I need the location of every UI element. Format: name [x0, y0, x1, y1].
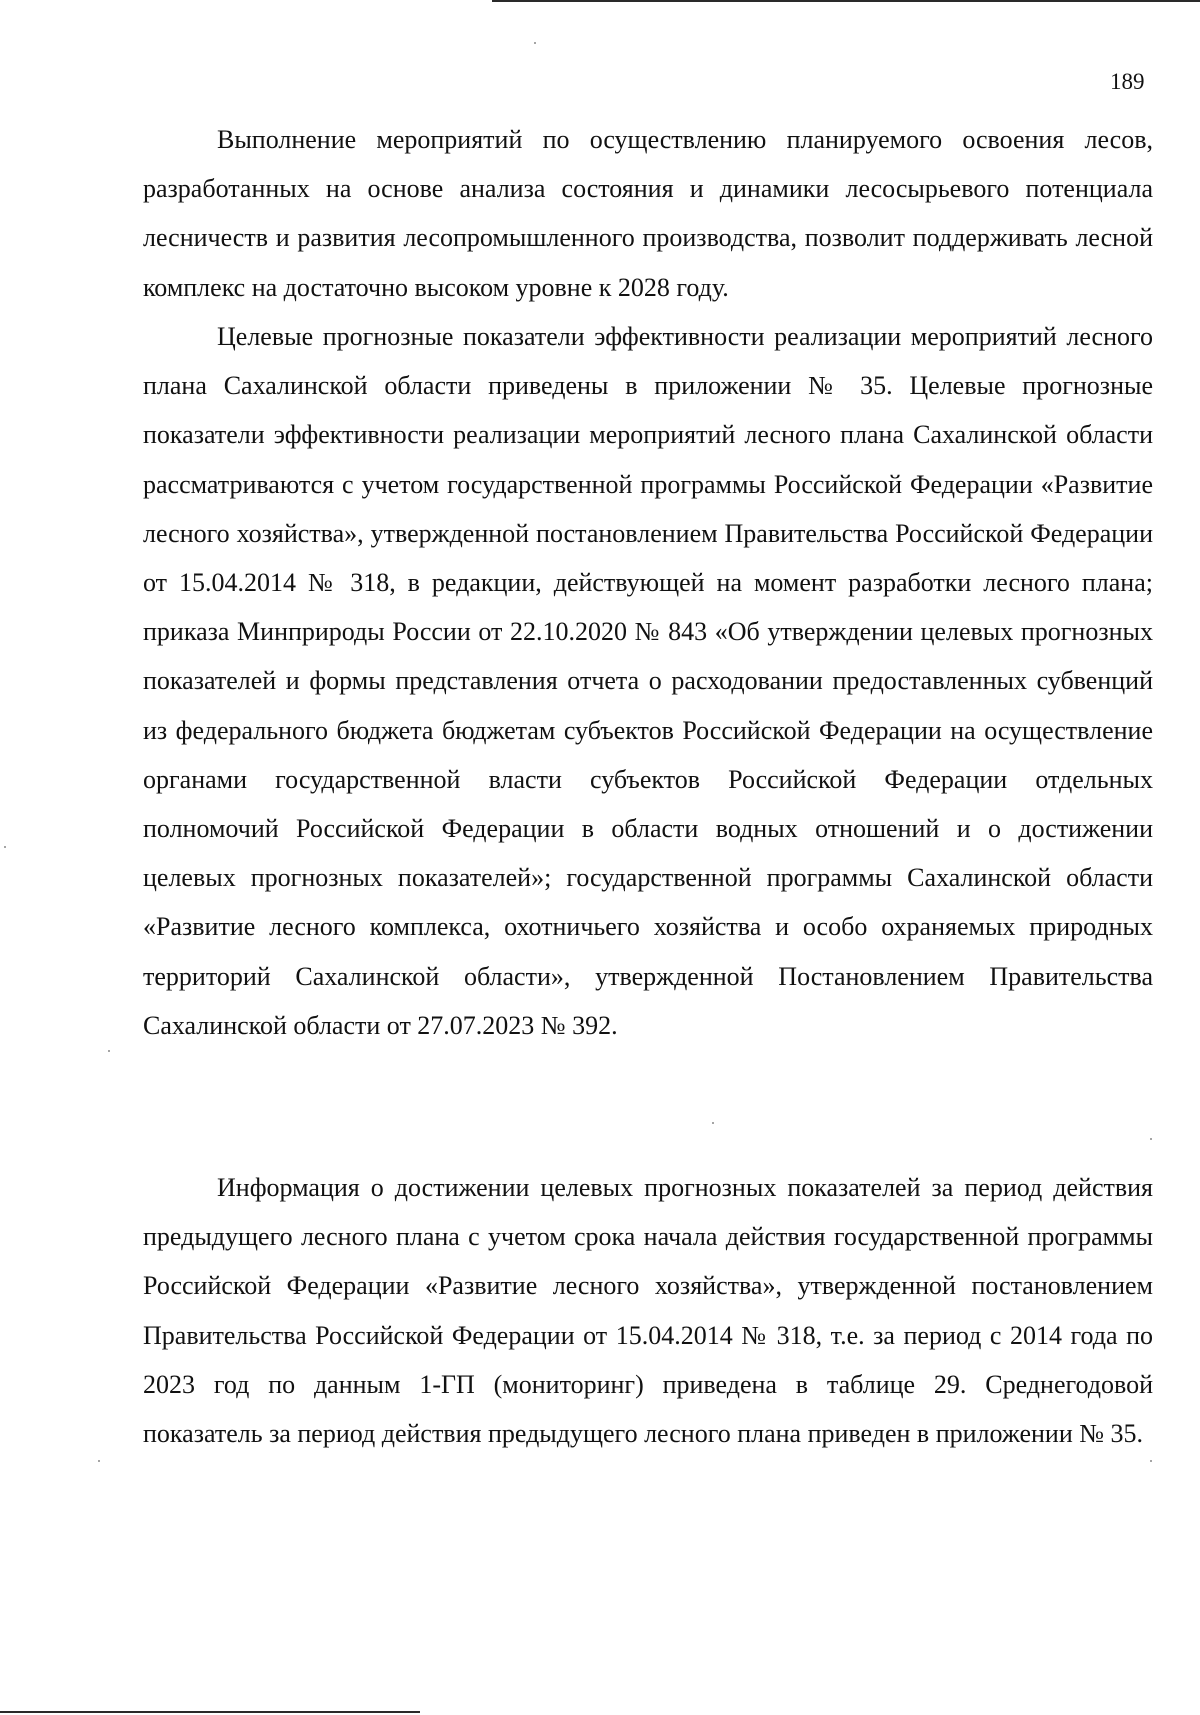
scan-edge-bottom — [0, 1711, 420, 1713]
scan-speck — [1150, 1460, 1152, 1462]
scan-speck — [108, 1050, 110, 1052]
scan-speck — [98, 1460, 100, 1462]
paragraph: Выполнение мероприятий по осуществлению планируемого освоения лесов, разработанных на основе анализа состояния и динамики лесосырьевого потенциала лесничеств и развития лесопромышленного производства, позволит поддерживать лесной комплекс на достаточно высоком уровне к 2028 году. — [143, 125, 1153, 302]
scan-edge-top — [492, 0, 1200, 2]
paragraph: Информация о достижении целевых прогнозных показателей за период действия предыдущего лесного плана с учетом срока начала действия государственной программы Российской Федерации «Развитие лесного хозяйства», утвержденной постановлением Правительства Российской Федерации от 15.04.2014 № 318, т.е. за период с 2014 года по 2023 год по данным 1-ГП (мониторинг) приведена в таблице 29. Среднегодовой показатель за период действия предыдущего лесного плана приведен в приложении № 35. — [143, 1173, 1153, 1449]
scan-speck — [4, 846, 6, 848]
paragraph: Целевые прогнозные показатели эффективности реализации мероприятий лесного плана Сахалинской области приведены в приложении № 35. Целевые прогнозные показатели эффективности реализации мероприятий лесного плана Сахалинской области рассматриваются с учетом государственной программы Российской Федерации «Развитие лесного хозяйства», утвержденной постановлением Правительства Российской Федерации от 15.04.2014 № 318, в редакции, действующей на момент разработки лесного плана; приказа Минприроды России от 22.10.2020 № 843 «Об утверждении целевых прогнозных показателей и формы представления отчета о расходовании предоставленных субвенций из федерального бюджета бюджетам субъектов Российской Федерации на осуществление органами государственной власти субъектов Российской Федерации отдельных полномочий Российской Федерации в области водных отношений и о достижении целевых прогнозных показателей»; государственной программы Сахалинской области «Развитие лесного комплекса, охотничьего хозяйства и особо охраняемых природных территорий Сахалинской области», утвержденной Постановлением Правительства Сахалинской области от 27.07.2023 № 392. — [143, 322, 1153, 1040]
scan-speck — [1150, 1138, 1152, 1140]
scan-speck — [534, 42, 536, 44]
page-number: 189 — [1110, 69, 1145, 94]
scan-speck — [712, 1122, 714, 1124]
